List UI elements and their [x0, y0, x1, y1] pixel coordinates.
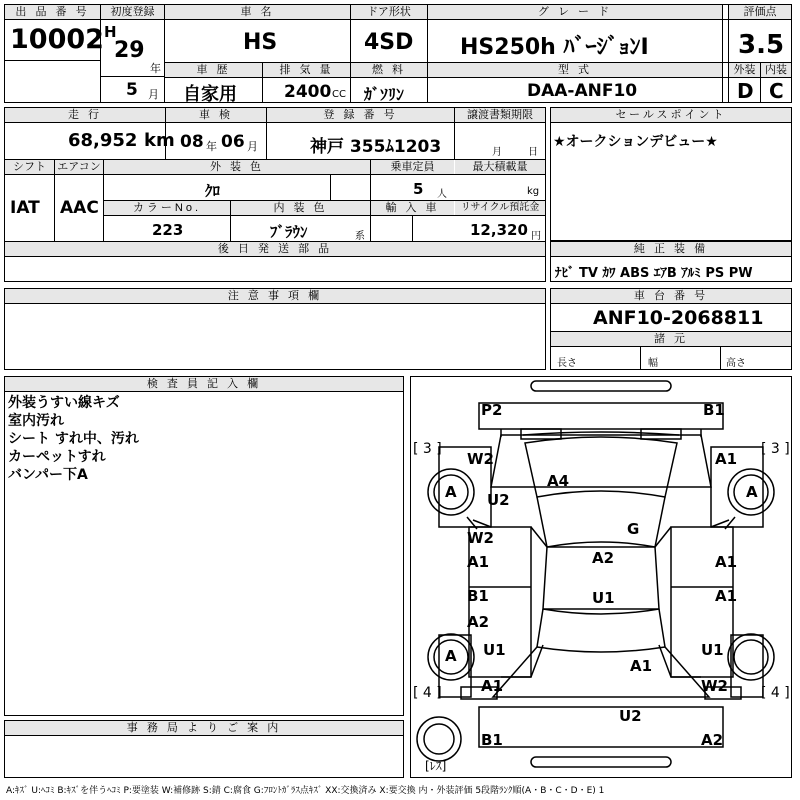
note-line: 外装うすい線キズ: [8, 395, 120, 411]
month-unit: 月: [148, 88, 159, 101]
year-unit: 年: [150, 62, 161, 75]
label-w2-right-rear: W2: [701, 677, 728, 695]
label-a1-right-rear-door: A1: [715, 587, 738, 605]
inspector-label: 検 査 員 記 入 欄: [5, 377, 403, 391]
label-a-rear-left-wheel: A: [445, 647, 457, 665]
transfer-day: 日: [528, 147, 538, 158]
recycle-label: リサイクル預託金: [455, 201, 545, 215]
load-label: 最大積載量: [455, 160, 545, 174]
divider: [4, 122, 546, 123]
door-label: ドア形状: [351, 5, 427, 19]
mileage: 68,952: [68, 130, 138, 151]
color-no-label: カラーNo.: [104, 201, 230, 215]
label-a-front-left-wheel: A: [445, 483, 457, 501]
grade: HS250h ﾊﾞｰｼﾞｮﾝI: [460, 35, 649, 60]
displacement-label: 排 気 量: [263, 63, 350, 77]
equipment-label: 純 正 装 備: [551, 242, 791, 256]
label-u2: U2: [487, 491, 510, 509]
car-outline: [411, 377, 791, 777]
divider: [412, 215, 413, 241]
interior-color: ﾌﾞﾗｳﾝ: [270, 223, 308, 241]
divider: [100, 76, 165, 77]
door-type: 4SD: [364, 30, 414, 55]
note-line: 室内汚れ: [8, 413, 64, 429]
inspection-year: 08: [180, 132, 204, 152]
fuel-label: 燃 料: [351, 63, 427, 77]
divider: [720, 346, 721, 370]
divider: [330, 174, 331, 200]
label-a1-right-door: A1: [715, 553, 738, 571]
divider: [4, 735, 404, 736]
recycle-fee: 12,320: [470, 221, 528, 239]
spare-tire-label: [ﾚｽ]: [425, 759, 447, 773]
lot-label: 出 品 番 号: [5, 5, 100, 19]
car-name: HS: [243, 30, 278, 55]
sales-point-box: [550, 107, 792, 241]
label-b1-left: B1: [467, 587, 489, 605]
ac-label: エアコン: [55, 160, 103, 174]
registration-number: 神戸 355ﾑ1203: [310, 137, 442, 157]
label-a1-trunk: A1: [630, 657, 653, 675]
exterior-grade: D: [737, 79, 754, 103]
capacity-unit: 人: [437, 189, 447, 200]
history-label: 車 歴: [165, 63, 262, 77]
label-b1-rear: B1: [481, 731, 503, 749]
divider: [4, 19, 101, 20]
spec-label: 諸 元: [551, 332, 791, 346]
label-u2-rear: U2: [619, 707, 642, 725]
import-label: 輸 入 車: [371, 201, 454, 215]
label-w2-left-door: W2: [467, 529, 494, 547]
label-a2-rear: A2: [701, 731, 724, 749]
divider: [103, 215, 546, 216]
tire-rear-left: [ 4 ]: [413, 685, 442, 701]
label-a1-right-fender: A1: [715, 450, 738, 468]
tire-rear-right: [ 4 ]: [761, 685, 790, 701]
ac-type: AAC: [60, 198, 99, 218]
shift-type: IAT: [10, 198, 40, 218]
transfer-label: 譲渡書類期限: [455, 108, 545, 122]
divider: [550, 122, 792, 123]
divider: [4, 256, 546, 257]
chassis-number: ANF10-2068811: [593, 307, 764, 329]
note-line: バンパー下A: [8, 467, 88, 483]
displacement-unit: CC: [332, 89, 346, 100]
height-label: 高さ: [726, 358, 746, 369]
damage-legend: A:ｷｽﾞ U:ﾍｺﾐ B:ｷｽﾞを伴うﾍｺﾐ P:要塗装 W:補修跡 S:錆 C:腐食 G:ﾌﾛﾝﾄｶﾞﾗｽ点ｷｽﾞ XX:交換済み X:要交換 内・外装評価 5段階ﾗﾝｸ順(A・B・C・D・E) 1: [6, 786, 605, 796]
first-reg-year: 29: [114, 38, 145, 63]
auction-score: 3.5: [738, 30, 785, 60]
car-name-label: 車 名: [165, 5, 350, 19]
recycle-unit: 円: [531, 231, 541, 242]
caution-label: 注 意 事 項 欄: [5, 289, 545, 303]
fuel-type: ｶﾞｿﾘﾝ: [364, 85, 405, 104]
divider: [4, 60, 101, 61]
label-a2-roof: A2: [592, 549, 615, 567]
label-a-front-right-wheel: A: [746, 483, 758, 501]
load-unit: kg: [527, 186, 540, 197]
color-number: 223: [152, 221, 184, 239]
sales-point-label: セールスポイント: [551, 108, 791, 122]
mileage-label: 走 行: [5, 108, 165, 122]
transfer-month: 月: [492, 147, 502, 158]
exterior-color: ｸﾛ: [205, 182, 221, 200]
label-a1-left-rear: A1: [481, 677, 504, 695]
registration-label: 登 録 番 号: [267, 108, 454, 122]
color-label: 外 装 色: [104, 160, 370, 174]
later-parts-label: 後 日 発 送 部 品: [5, 242, 545, 256]
divider: [4, 391, 404, 392]
width-label: 幅: [648, 358, 658, 369]
label-p2: P2: [481, 401, 503, 419]
shift-label: シフト: [5, 160, 54, 174]
chassis-label: 車 台 番 号: [551, 289, 791, 303]
divider: [550, 303, 792, 304]
divider: [728, 19, 792, 20]
model-code: DAA-ANF10: [527, 81, 638, 101]
grade-label: グ レ ー ド: [428, 5, 722, 19]
ext-label: 外装: [729, 63, 760, 77]
int-label: 内装: [761, 63, 791, 77]
divider: [164, 77, 792, 78]
divider: [722, 4, 723, 103]
sales-point-text: ★オークションデビュー★: [553, 134, 718, 150]
inspection-label: 車 検: [166, 108, 266, 122]
interior-label: 内 装 色: [231, 201, 370, 215]
model-label: 型 式: [428, 63, 722, 77]
lot-number: 10002: [10, 24, 104, 55]
interior-unit: 系: [355, 231, 365, 242]
length-label: 長さ: [557, 358, 577, 369]
note-line: シート すれ中、汚れ: [8, 431, 139, 447]
first-reg-label: 初度登録: [101, 5, 164, 19]
divider: [100, 19, 728, 20]
damage-diagram: [410, 376, 792, 778]
label-a2-left: A2: [467, 613, 490, 631]
note-line: カーペットすれ: [8, 449, 106, 465]
displacement: 2400: [284, 82, 332, 102]
label-w2-left-fender: W2: [467, 450, 494, 468]
insp-month-unit: 月: [247, 140, 258, 153]
label-b1-top: B1: [703, 401, 725, 419]
divider: [550, 256, 792, 257]
divider: [4, 174, 546, 175]
mileage-unit: km: [144, 130, 175, 151]
office-label: 事 務 局 よ り ご 案 内: [5, 721, 403, 735]
score-label: 評価点: [729, 5, 791, 19]
label-a1-left-door: A1: [467, 553, 490, 571]
inspector-notes: [8, 394, 139, 484]
inspection-month: 06: [221, 132, 245, 152]
equipment-list: ﾅﾋﾞ TV ｶﾜ ABS ｴｱB ｱﾙﾐ PS PW: [555, 266, 753, 281]
label-u1-left-rear: U1: [483, 641, 506, 659]
era: H: [104, 23, 117, 41]
tire-front-left: [ 3 ]: [413, 441, 442, 457]
divider: [550, 346, 792, 347]
label-a4: A4: [547, 472, 570, 490]
divider: [4, 303, 546, 304]
insp-year-unit: 年: [206, 140, 217, 153]
label-u1-center: U1: [592, 589, 615, 607]
divider: [640, 346, 641, 370]
interior-grade: C: [769, 79, 784, 103]
tire-front-right: [ 3 ]: [761, 441, 790, 457]
usage-history: 自家用: [183, 84, 237, 105]
seating-capacity: 5: [413, 180, 424, 198]
label-u1-right-rear: U1: [701, 641, 724, 659]
capacity-label: 乗車定員: [371, 160, 454, 174]
first-reg-month: 5: [126, 80, 138, 100]
label-g: G: [627, 520, 640, 538]
